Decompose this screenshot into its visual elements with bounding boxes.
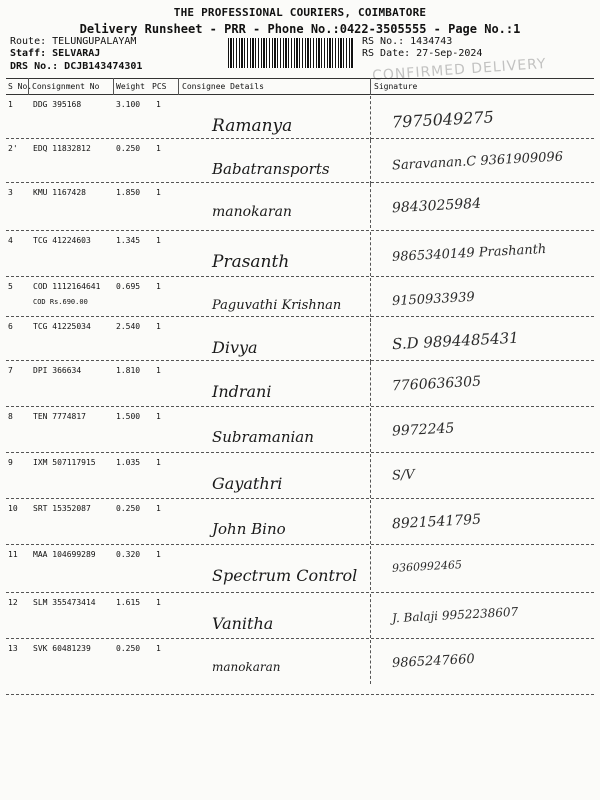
row-sno: 3: [8, 188, 13, 197]
drs-number: DRS No.: DCJB143474301: [10, 61, 143, 72]
row-sno: 7: [8, 366, 13, 375]
row-pcs: 1: [156, 322, 161, 331]
row-consignment-no: SRT 15352087: [33, 504, 91, 513]
row-separator: [6, 694, 594, 695]
row-consignment-no: TCG 41225034: [33, 322, 91, 331]
row-pcs: 1: [156, 504, 161, 513]
col-header-consignment: Consignment No: [32, 82, 100, 91]
row-consignee-name: Ramanya: [212, 116, 293, 136]
row-pcs: 1: [156, 188, 161, 197]
row-separator: [6, 406, 594, 407]
signature-column-divider: [370, 500, 371, 544]
signature-column-divider: [370, 184, 371, 228]
row-signature: 9972245: [391, 420, 455, 440]
row-signature: 9865247660: [391, 651, 476, 672]
row-weight: 2.540: [116, 322, 141, 331]
col-header-consignee: Consignee Details: [182, 82, 264, 91]
row-consignment-no: KMU 1167428: [33, 188, 86, 197]
signature-column-divider: [370, 594, 371, 638]
row-signature: 9360992465: [391, 558, 463, 575]
row-weight: 0.320: [116, 550, 141, 559]
row-pcs: 1: [156, 458, 161, 467]
row-pcs: 1: [156, 282, 161, 291]
row-sno: 5: [8, 282, 13, 291]
row-consignee-name: manokaran: [212, 204, 292, 220]
row-signature: S.D 9894485431: [391, 328, 520, 354]
row-sno: 9: [8, 458, 13, 467]
row-pcs: 1: [156, 366, 161, 375]
signature-column-divider: [370, 362, 371, 406]
row-weight: 3.100: [116, 100, 141, 109]
col-header-weight: Weight: [116, 82, 145, 91]
row-weight: 0.695: [116, 282, 141, 291]
row-pcs: 1: [156, 100, 161, 109]
signature-column-divider: [370, 278, 371, 322]
row-weight: 1.810: [116, 366, 141, 375]
staff-label: Staff: SELVARAJ: [10, 48, 101, 59]
signature-column-divider: [370, 408, 371, 452]
row-separator: [6, 360, 594, 361]
row-signature: 9865340149 Prashanth: [391, 241, 547, 266]
row-signature: Saravanan.C 9361909096: [391, 149, 564, 174]
row-consignment-no: DPI 366634: [33, 366, 82, 375]
row-consignment-no: DDG 395168: [33, 100, 82, 109]
route-label: Route: TELUNGUPALAYAM: [10, 36, 137, 47]
row-consignee-name: Spectrum Control: [212, 566, 358, 585]
row-sno: 2': [8, 144, 18, 153]
row-weight: 1.850: [116, 188, 141, 197]
row-consignment-no: COD 1112164641: [33, 282, 101, 291]
row-sno: 11: [8, 550, 18, 559]
row-weight: 0.250: [116, 144, 141, 153]
row-consignee-name: Divya: [212, 338, 258, 357]
row-consignee-name: Prasanth: [212, 252, 290, 272]
row-pcs: 1: [156, 598, 161, 607]
col-divider: [178, 78, 179, 95]
signature-column-divider: [370, 318, 371, 362]
row-pcs: 1: [156, 550, 161, 559]
row-signature: 7975049275: [391, 107, 495, 132]
row-weight: 1.035: [116, 458, 141, 467]
signature-column-divider: [370, 232, 371, 276]
row-consignee-name: John Bino: [212, 520, 286, 538]
row-separator: [6, 544, 594, 545]
row-weight: 0.250: [116, 504, 141, 513]
signature-column-divider: [370, 140, 371, 184]
row-separator: [6, 498, 594, 499]
row-consignee-name: manokaran: [212, 660, 281, 674]
row-consignee-name: Vanitha: [212, 614, 274, 633]
row-separator: [6, 452, 594, 453]
rs-date: RS Date: 27-Sep-2024: [362, 48, 483, 59]
row-consignment-no: SLM 355473414: [33, 598, 96, 607]
rs-number: RS No.: 1434743: [362, 36, 453, 47]
row-signature: S/V: [391, 467, 416, 484]
row-pcs: 1: [156, 412, 161, 421]
company-title: THE PROFESSIONAL COURIERS, COIMBATORE: [173, 6, 427, 19]
row-sno: 1: [8, 100, 13, 109]
row-sno: 12: [8, 598, 18, 607]
row-separator: [6, 638, 594, 639]
row-consignee-name: Gayathri: [212, 474, 283, 493]
row-consignment-no: MAA 104699289: [33, 550, 96, 559]
row-pcs: 1: [156, 144, 161, 153]
row-consignee-name: Babatransports: [212, 160, 330, 178]
col-divider: [370, 78, 371, 95]
col-header-sno: S No.: [8, 82, 33, 91]
col-header-signature: Signature: [374, 82, 418, 91]
row-consignee-name: Indrani: [212, 382, 272, 401]
row-weight: 1.500: [116, 412, 141, 421]
row-separator: [6, 592, 594, 593]
signature-column-divider: [370, 546, 371, 590]
row-sno: 6: [8, 322, 13, 331]
row-separator: [6, 316, 594, 317]
row-weight: 1.345: [116, 236, 141, 245]
row-consignment-no: EDQ 11832812: [33, 144, 91, 153]
row-separator: [6, 230, 594, 231]
row-consignment-no: TEN 7774817: [33, 412, 86, 421]
row-separator: [6, 276, 594, 277]
row-consignment-no: IXM 507117915: [33, 458, 96, 467]
row-consignment-no: TCG 41224603: [33, 236, 91, 245]
table-top-rule: [6, 78, 594, 79]
table-header-rule: [6, 94, 594, 95]
col-divider: [113, 78, 114, 95]
row-signature: 7760636305: [391, 373, 482, 395]
row-signature: J. Balaji 9952238607: [391, 604, 519, 626]
row-consignee-name: Paguvathi Krishnan: [212, 298, 342, 313]
row-consignee-name: Subramanian: [212, 428, 314, 446]
row-cod-amount: COD Rs.690.00: [33, 298, 88, 306]
signature-column-divider: [370, 96, 371, 140]
row-weight: 0.250: [116, 644, 141, 653]
runsheet-subtitle: Delivery Runsheet - PRR - Phone No.:0422-3505555 - Page No.:1: [79, 22, 521, 36]
row-signature: 8921541795: [391, 511, 482, 533]
row-sno: 10: [8, 504, 18, 513]
signature-column-divider: [370, 454, 371, 498]
row-separator: [6, 138, 594, 139]
row-separator: [6, 182, 594, 183]
row-sno: 8: [8, 412, 13, 421]
row-sno: 4: [8, 236, 13, 245]
row-pcs: 1: [156, 644, 161, 653]
row-consignment-no: SVK 60481239: [33, 644, 91, 653]
row-weight: 1.615: [116, 598, 141, 607]
row-pcs: 1: [156, 236, 161, 245]
col-header-pcs: PCS: [152, 82, 167, 91]
row-signature: 9843025984: [391, 195, 482, 217]
delivery-stamp-watermark: CONFIRMED DELIVERY: [371, 55, 548, 85]
barcode: [228, 38, 354, 68]
signature-column-divider: [370, 640, 371, 684]
row-sno: 13: [8, 644, 18, 653]
row-signature: 9150933939: [391, 289, 476, 310]
